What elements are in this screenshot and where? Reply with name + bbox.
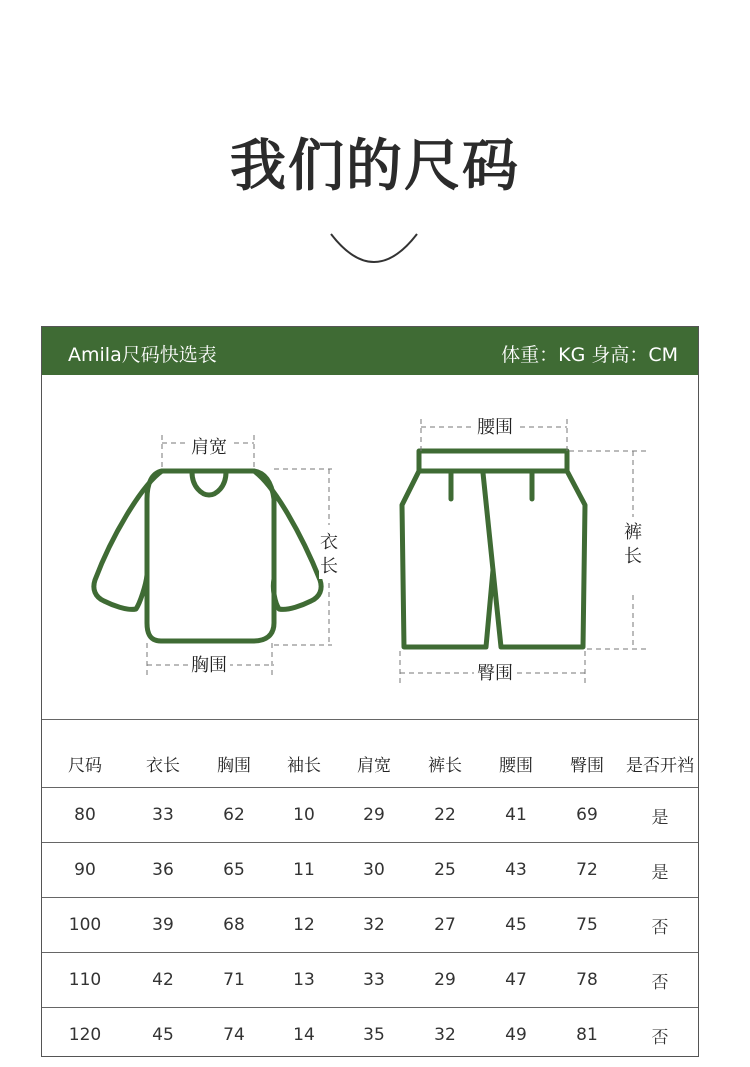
table-cell: 90 [42,843,128,898]
shoulder-label: 肩宽 [188,439,230,457]
column-header: 袖长 [270,739,338,788]
column-header: 胸围 [198,739,270,788]
table-cell: 47 [480,953,552,1008]
table-cell: 49 [505,1025,527,1045]
table-cell: 10 [270,788,338,843]
waist-label: 腰围 [474,419,516,437]
table-cell: 29 [410,953,480,1008]
table-cell: 72 [552,843,622,898]
size-chart-card [41,326,699,1057]
hip-label: 臀围 [474,665,516,683]
pants-length-label-2: 长 [624,546,642,567]
table-cell: 32 [434,1025,456,1045]
table-cell: 12 [270,898,338,953]
shirt-icon [94,471,321,641]
table-cell: 75 [552,898,622,953]
column-header: 是否开裆 [622,739,698,788]
table-cell: 否 [622,953,698,1008]
table-cell: 110 [42,953,128,1008]
table-cell: 45 [480,898,552,953]
table-cell: 81 [576,1025,598,1045]
table-cell: 30 [338,843,410,898]
table-cell: 74 [223,1025,245,1045]
table-header-row [42,739,698,788]
table-cell: 42 [128,953,198,1008]
table-cell: 13 [270,953,338,1008]
table-row [42,953,698,1008]
header-units: 体重：KG 身高：CM [501,344,678,366]
table-cell: 是 [622,843,698,898]
column-header: 臀围 [552,739,622,788]
card-header [42,327,698,375]
column-header: 尺码 [42,739,128,788]
table-cell: 41 [480,788,552,843]
table-cell: 78 [552,953,622,1008]
table-cell: 68 [198,898,270,953]
column-header: 腰围 [480,739,552,788]
table-cell: 22 [410,788,480,843]
table-cell: 36 [128,843,198,898]
table-cell: 65 [198,843,270,898]
table-cell: 是 [622,788,698,843]
table-row [42,788,698,843]
table-cell: 35 [363,1025,385,1045]
table-cell: 33 [128,788,198,843]
column-header: 裤长 [410,739,480,788]
table-cell: 27 [410,898,480,953]
table-cell: 120 [68,1025,102,1045]
table-cell: 80 [42,788,128,843]
table-cell: 11 [270,843,338,898]
table-cell: 32 [338,898,410,953]
table-row [42,843,698,898]
smile-arc-icon [326,228,422,272]
shirt-length-label-2: 长 [320,556,338,577]
table-row [42,898,698,953]
garment-diagram [42,375,698,719]
table-cell: 29 [338,788,410,843]
table-cell: 39 [128,898,198,953]
measurement-diagram [42,375,698,719]
table-row [42,1008,698,1063]
table-cell: 否 [651,1027,669,1048]
page-title: 我们的尺码 [230,134,520,199]
table-cell: 45 [152,1025,174,1045]
column-header: 肩宽 [338,739,410,788]
shorts-icon [402,451,585,647]
table-cell: 71 [198,953,270,1008]
shirt-length-label-1: 衣 [320,532,338,553]
table-cell: 62 [198,788,270,843]
size-table [42,739,698,1062]
table-cell: 69 [552,788,622,843]
column-header: 衣长 [128,739,198,788]
section-divider [42,719,698,720]
table-cell: 14 [293,1025,315,1045]
table-cell: 43 [480,843,552,898]
table-cell: 100 [42,898,128,953]
pants-length-label-1: 裤 [624,522,642,543]
table-cell: 否 [622,898,698,953]
chest-label: 胸围 [188,657,230,675]
table-cell: 33 [338,953,410,1008]
header-title: Amila尺码快选表 [68,344,217,366]
table-cell: 25 [410,843,480,898]
